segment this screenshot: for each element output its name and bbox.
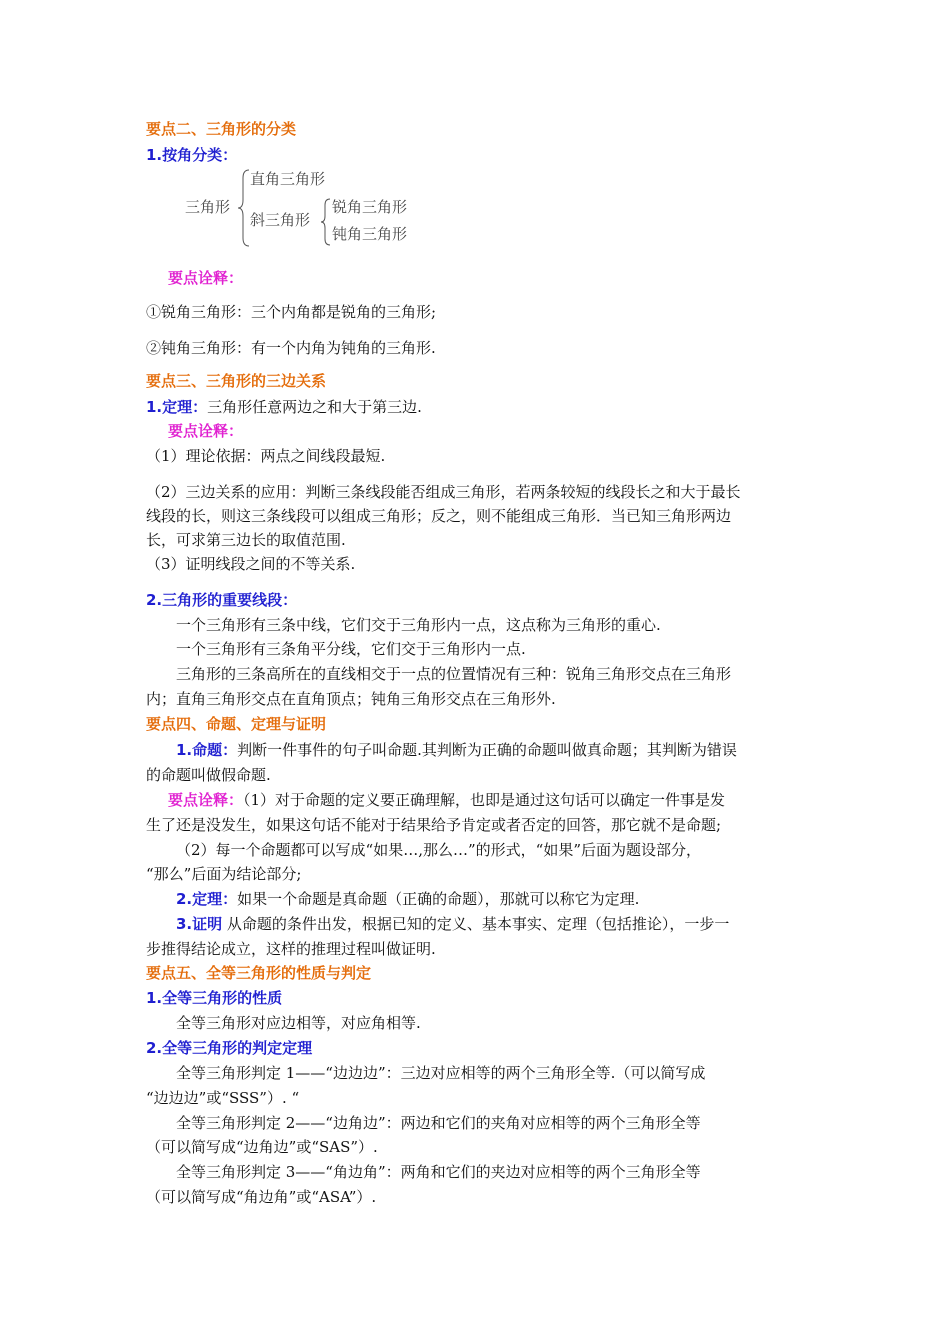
diagram-obtuse: 钝角三角形 <box>332 225 408 243</box>
proposition-label: 1.命题： <box>176 741 238 759</box>
section5-criterion2a: 全等三角形判定 2——“边角边”：两边和它们的夹角对应相等的两个三角形全等 <box>176 1114 701 1132</box>
section4-proof <box>176 914 842 934</box>
section3-note2a: （2）三边关系的应用：判断三条线段能否组成三角形，若两条较短的线段长之和大于最长 <box>146 483 741 501</box>
diagram-brace-outer <box>237 168 251 248</box>
section4-note-d: “那么”后面为结论部分; <box>146 865 302 883</box>
section4-proof-b: 步推得结论成立，这样的推理过程叫做证明. <box>146 940 436 958</box>
proof-label: 3.证明 <box>176 915 223 933</box>
section5-sub1: 1.全等三角形的性质 <box>146 989 283 1007</box>
section5-title: 要点五、全等三角形的性质与判定 <box>146 964 372 982</box>
definition-text: 三角形任意两边之和大于第三边. <box>207 398 422 416</box>
section2-title: 要点二、三角形的分类 <box>146 120 297 138</box>
diagram-brace-inner <box>320 197 332 247</box>
section5-property: 全等三角形对应边相等，对应角相等. <box>176 1014 421 1032</box>
section3-para1: 一个三角形有三条中线，它们交于三角形内一点，这点称为三角形的重心. <box>176 616 661 634</box>
section2-note2: ②钝角三角形：有一个内角为钝角的三角形. <box>146 339 436 357</box>
section2-sub1: 1.按角分类： <box>146 146 238 164</box>
section3-sub2: 2.三角形的重要线段： <box>146 591 298 609</box>
section4-title: 要点四、命题、定理与证明 <box>146 715 327 733</box>
section2-note1: ①锐角三角形：三个内角都是锐角的三角形; <box>146 303 437 321</box>
section3-note3: （3）证明线段之间的不等关系. <box>146 555 356 573</box>
section3-note-label: 要点诠释： <box>168 422 244 440</box>
section4-note-label: 要点诠释： <box>168 791 244 809</box>
section5-criterion2b: （可以简写成“边角边”或“SAS”）. <box>146 1138 378 1156</box>
section5-criterion1b: “边边边”或“SSS”）. “ <box>146 1089 300 1107</box>
definition-label: 1.定理： <box>146 398 208 416</box>
theorem-label: 2.定理： <box>176 890 238 908</box>
diagram-right: 直角三角形 <box>250 170 326 188</box>
section3-definition <box>146 397 812 417</box>
section3-note2c: 长，可求第三边长的取值范围. <box>146 531 346 549</box>
section5-sub2: 2.全等三角形的判定定理 <box>146 1039 313 1057</box>
section4-note-b: 生了还是没发生，如果这句话不能对于结果给予肯定或者否定的回答，那它就不是命题; <box>146 816 722 834</box>
section3-note2b: 线段的长，则这三条线段可以组成三角形；反之，则不能组成三角形．当已知三角形两边 <box>146 507 732 525</box>
theorem-text: 如果一个命题是真命题（正确的命题），那就可以称它为定理. <box>237 890 640 908</box>
section4-note-c: （2）每一个命题都可以写成“如果…,那么…”的形式，“如果”后面为题设部分， <box>176 841 701 859</box>
diagram-oblique: 斜三角形 <box>250 211 311 229</box>
section3-para2: 一个三角形有三条角平分线，它们交于三角形内一点. <box>176 640 526 658</box>
section5-criterion3b: （可以简写成“角边角”或“ASA”）. <box>146 1188 377 1206</box>
diagram-root: 三角形 <box>185 198 231 216</box>
section3-para3b: 内；直角三角形交点在直角顶点；钝角三角形交点在三角形外. <box>146 690 556 708</box>
section3-para3a: 三角形的三条高所在的直线相交于一点的位置情况有三种：锐角三角形交点在三角形 <box>176 665 732 683</box>
section5-criterion3a: 全等三角形判定 3——“角边角”：两角和它们的夹边对应相等的两个三角形全等 <box>176 1163 701 1181</box>
section4-proposition-b: 的命题叫做假命题. <box>146 766 271 784</box>
proposition-text-a: 判断一件事件的句子叫命题.其判断为正确的命题叫做真命题；其判断为错误 <box>237 741 737 759</box>
diagram-acute: 锐角三角形 <box>332 198 408 216</box>
section4-theorem <box>176 889 842 909</box>
section4-note <box>168 790 834 810</box>
section5-criterion1a: 全等三角形判定 1——“边边边”：三边对应相等的两个三角形全等.（可以简写成 <box>176 1064 706 1082</box>
proof-text-a: 从命题的条件出发，根据已知的定义、基本事实、定理（包括推论），一步一 <box>222 915 730 933</box>
section4-note-a: （1）对于命题的定义要正确理解，也即是通过这句话可以确定一件事是发 <box>243 791 726 809</box>
section4-proposition <box>176 740 842 760</box>
section3-note1: （1）理论依据：两点之间线段最短. <box>146 447 386 465</box>
section3-title: 要点三、三角形的三边关系 <box>146 372 327 390</box>
section2-note-label: 要点诠释： <box>168 269 244 287</box>
